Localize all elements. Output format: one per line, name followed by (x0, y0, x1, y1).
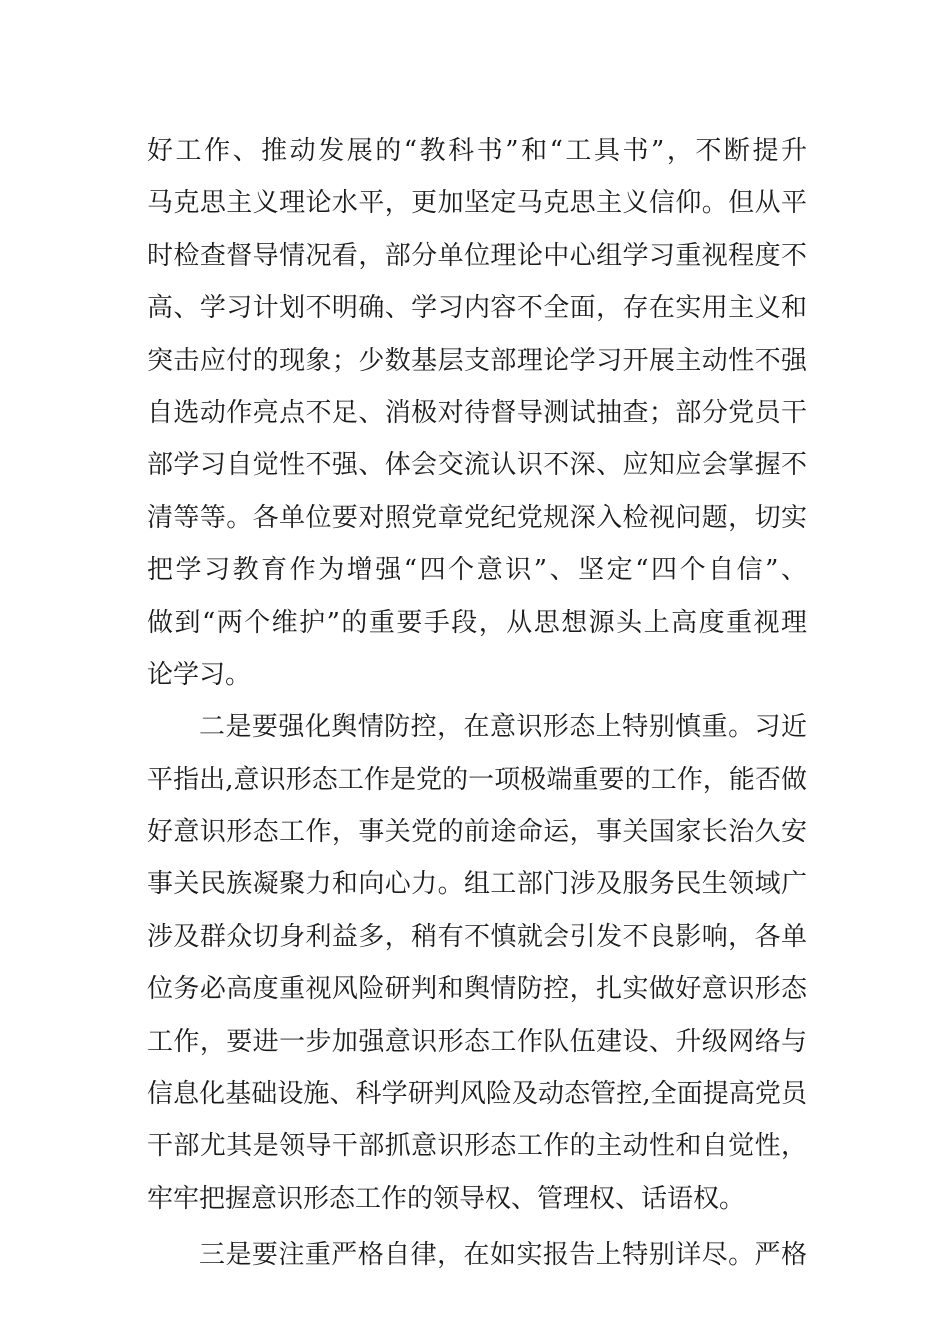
paragraph-1 (147, 125, 807, 701)
text-line: 涉及群众切身利益多，稍有不慎就会引发不良影响，各单 (147, 921, 807, 952)
text-line: 部学习自觉性不强、体会交流认识不深、应知应会掌握不 (147, 450, 807, 481)
text-line: 位务必高度重视风险研判和舆情防控，扎实做好意识形态 (147, 974, 807, 1005)
document-body (147, 125, 807, 1282)
text-line: 平指出,意识形态工作是党的一项极端重要的工作，能否做 (147, 764, 807, 795)
text-line: 工作，要进一步加强意识形态工作队伍建设、升级网络与 (147, 1026, 807, 1057)
text-line: 突击应付的现象；少数基层支部理论学习开展主动性不强 (147, 345, 807, 376)
text-line: 马克思主义理论水平，更加坚定马克思主义信仰。但从平 (147, 188, 807, 219)
text-line: 自选动作亮点不足、消极对待督导测试抽查；部分党员干 (147, 397, 807, 428)
text-line: 信息化基础设施、科学研判风险及动态管控,全面提高党员 (147, 1079, 807, 1110)
text-line: 把学习教育作为增强“四个意识”、坚定“四个自信”、 (147, 555, 807, 586)
text-line: 牢牢把握意识形态工作的领导权、管理权、话语权。 (147, 1183, 746, 1214)
text-line: 三是要注重严格自律，在如实报告上特别详尽。严格 (199, 1240, 807, 1271)
text-line: 事关民族凝聚力和向心力。组工部门涉及服务民生领域广 (147, 869, 807, 900)
text-line: 二是要强化舆情防控，在意识形态上特别慎重。习近 (199, 712, 807, 743)
text-line: 高、学习计划不明确、学习内容不全面，存在实用主义和 (147, 293, 807, 324)
text-line: 清等等。各单位要对照党章党纪党规深入检视问题，切实 (147, 502, 807, 533)
text-line: 论学习。 (147, 659, 252, 690)
paragraph-3 (147, 1229, 807, 1281)
paragraph-2 (147, 701, 807, 1225)
text-line: 时检查督导情况看，部分单位理论中心组学习重视程度不 (147, 240, 807, 271)
text-line: 好工作、推动发展的“教科书”和“工具书”，不断提升 (147, 136, 807, 166)
text-line: 好意识形态工作，事关党的前途命运，事关国家长治久安 (147, 817, 807, 848)
text-line: 干部尤其是领导干部抓意识形态工作的主动性和自觉性， (147, 1131, 807, 1162)
text-line: 做到“两个维护”的重要手段，从思想源头上高度重视理 (147, 607, 807, 638)
